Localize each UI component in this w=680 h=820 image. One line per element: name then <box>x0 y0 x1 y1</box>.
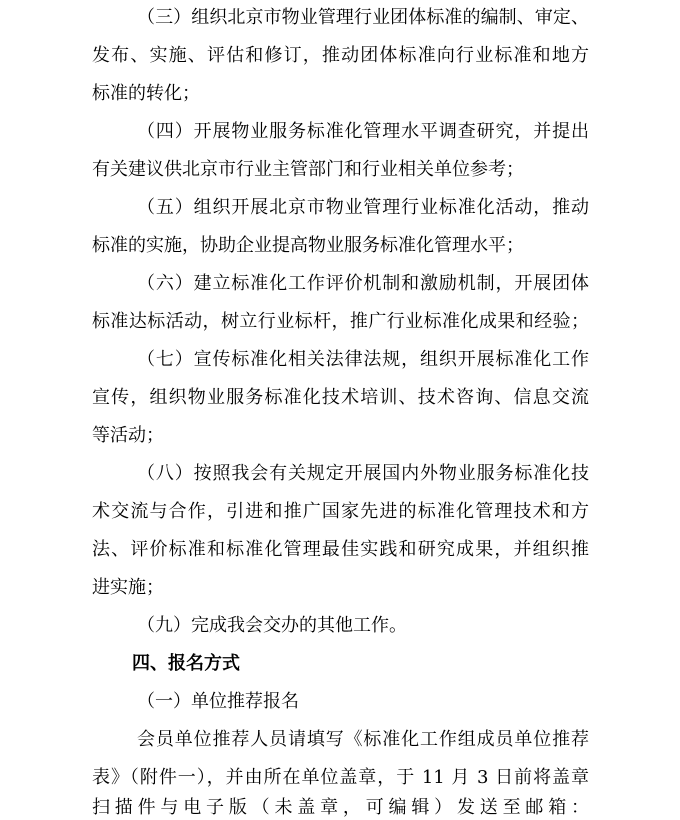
paragraph-line: 会员单位推荐人员请填写《标准化工作组成员单位推荐 <box>137 729 589 750</box>
paragraph-line: 发布、实施、评估和修订，推动团体标准向行业标准和地方 <box>92 45 589 66</box>
paragraph-line: 等活动； <box>92 425 164 446</box>
paragraph-line: 扫描件与电子版（未盖章，可编辑）发送至邮箱： <box>92 797 589 818</box>
paragraph-line: 有关建议供北京市行业主管部门和行业相关单位参考； <box>92 159 524 180</box>
paragraph-line: （八）按照我会有关规定开展国内外物业服务标准化技 <box>137 463 589 484</box>
paragraph-line: （五）组织开展北京市物业管理行业标准化活动，推动 <box>137 197 589 218</box>
section-heading: 四、报名方式 <box>132 653 240 674</box>
paragraph-line: （九）完成我会交办的其他工作。 <box>137 615 407 636</box>
paragraph-line: 宣传，组织物业服务标准化技术培训、技术咨询、信息交流 <box>92 387 589 408</box>
paragraph-line: 进实施； <box>92 577 164 598</box>
paragraph-line: 标准的实施，协助企业提高物业服务标准化管理水平； <box>92 235 524 256</box>
paragraph-line: 标准达标活动，树立行业标杆，推广行业标准化成果和经验； <box>92 311 589 332</box>
paragraph-line: （四）开展物业服务标准化管理水平调查研究，并提出 <box>137 121 589 142</box>
paragraph-line: （六）建立标准化工作评价机制和激励机制，开展团体 <box>137 273 589 294</box>
paragraph-line: 法、评价标准和标准化管理最佳实践和研究成果，并组织推 <box>92 539 589 560</box>
paragraph-line: 表》（附件一），并由所在单位盖章，于 11 月 3 日前将盖章 <box>92 767 589 788</box>
paragraph-line: 标准的转化； <box>92 83 200 104</box>
paragraph-line: 术交流与合作，引进和推广国家先进的标准化管理技术和方 <box>92 501 589 522</box>
paragraph-line: （七）宣传标准化相关法律法规，组织开展标准化工作 <box>137 349 589 370</box>
paragraph-line: （三）组织北京市物业管理行业团体标准的编制、审定、 <box>137 7 589 28</box>
subsection-heading: （一）单位推荐报名 <box>137 691 299 712</box>
